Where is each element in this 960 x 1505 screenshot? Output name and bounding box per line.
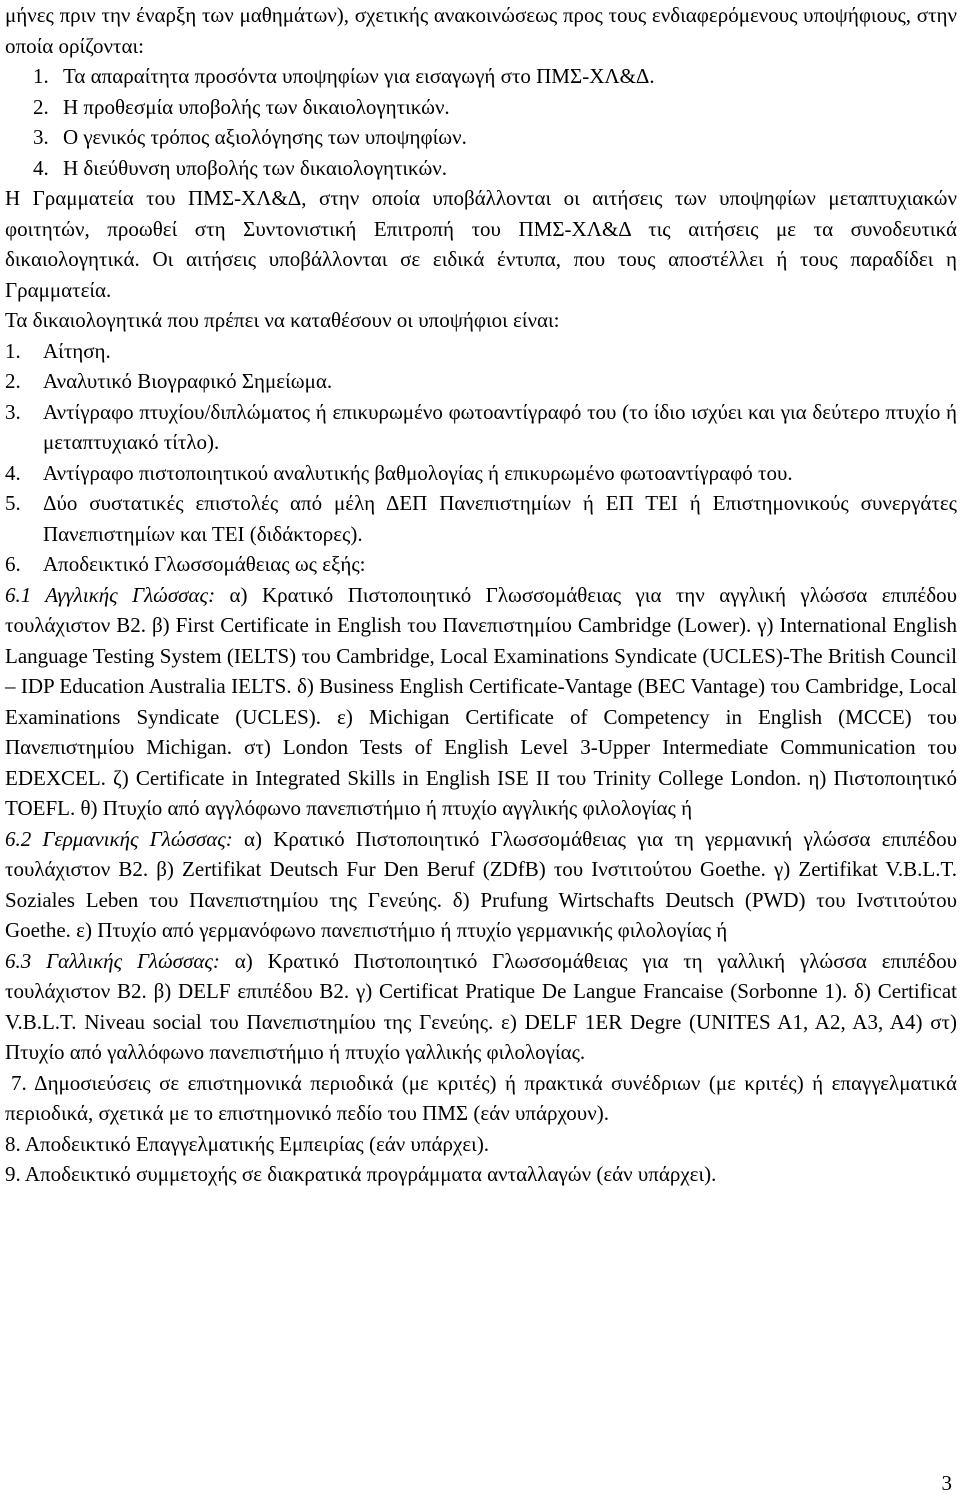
secretariat-paragraph: Η Γραμματεία του ΠΜΣ-ΧΛ&Δ, στην οποία υποβάλλονται οι αιτήσεις των υποψηφίων μεταπτυχιακών φοιτητών, προωθεί στη Συντονιστική Επιτροπή του ΠΜΣ-ΧΛ&Δ τις αιτήσεις με τα συνοδευτικά δικαιολογητικά. Οι αιτήσεις υποβάλλονται σε ειδικά έντυπα, που τους αποστέλλει ή τους παραδίδει η Γραμματεία. [5,186,957,302]
list-item: 6. Αποδεικτικό Γλωσσομάθειας ως εξής: [5,552,366,576]
criteria-list [5,61,957,183]
list-item: 1. Αίτηση. [5,338,111,363]
list-item: 8. Αποδεικτικό Επαγγελματικής Εμπειρίας (εάν υπάρχει). [5,1131,490,1156]
list-item: 3. Ο γενικός τρόπος αξιολόγησης των υποψηφίων. [33,125,467,149]
list-item: 2. Η προθεσμία υποβολής των δικαιολογητικών. [33,94,450,119]
list-item: 7. Δημοσιεύσεις σε επιστημονικά περιοδικά (με κριτές) ή πρακτικά συνέδριων (με κριτές) ή επαγγελματικά περιοδικά, σχετικά με το επιστημονικό πεδίο του ΠΜΣ (εάν υπάρχουν). [5,1070,957,1125]
list-item: 5. Δύο συστατικές επιστολές από μέλη ΔΕΠ Πανεπιστημίων ή ΕΠ ΤΕΙ ή Επιστημονικούς συνεργάτες Πανεπιστημίων και ΤΕΙ (διδάκτορες). [5,491,957,546]
list-item: 9. Αποδεικτικό συμμετοχής σε διακρατικά προγράμματα ανταλλαγών (εάν υπάρχει). [5,1162,717,1186]
language-sections [5,580,957,1068]
list-item: 3. Αντίγραφο πτυχίου/διπλώματος ή επικυρωμένο φωτοαντίγραφό του (το ίδιο ισχύει και για δεύτερο πτυχίο ή μεταπτυχιακό τίτλο). [5,399,957,454]
page-number: 3 [941,1471,952,1495]
language-label: 6.3 Γαλλικής Γλώσσας: [5,948,220,973]
list-item: 2. Αναλυτικό Βιογραφικό Σημείωμα. [5,369,333,393]
language-french: 6.3 Γαλλικής Γλώσσας: α) Κρατικό Πιστοποιητικό Γλωσσομάθειας για τη γαλλική γλώσσα επιπέδου τουλάχιστον Β2. β) DELF επιπέδου Β2. γ) Certificat Pratique De Langue Francaise (Sorbonne 1). δ) Certificat V.B.L.T. Niveau social του Πανεπιστημίου της Γενεύης. ε) DELF 1ER Degre (UNITES A1, A2, A3, A4) στ) Πτυχίο από γαλλόφωνο πανεπιστήμιο ή πτυχίο γαλλικής φιλολογίας. [5,948,957,1064]
extra-documents-list [5,1068,957,1190]
docs-heading: Τα δικαιολογητικά που πρέπει να καταθέσουν οι υποψήφιοι είναι: [5,308,560,332]
language-german: 6.2 Γερμανικής Γλώσσας: α) Κρατικό Πιστοποιητικό Γλωσσομάθειας για τη γερμανική γλώσσα επιπέδου τουλάχιστον Β2. β) Zertifikat Deutsch Fur Den Beruf (ZDfB) του Ινστιτούτου Goethe. γ) Zertifikat V.B.L.T. Soziales Leben του Πανεπιστημίου της Γενεύης. δ) Prufung Wirtschafts Deutsch (PWD) του Ινστιτούτου Goethe. ε) Πτυχίο από γερμανόφωνο πανεπιστήμιο ή πτυχίο γερμανικής φιλολογίας ή [5,826,957,942]
language-label: 6.1 Αγγλικής Γλώσσας: [5,582,216,607]
intro-paragraph: μήνες πριν την έναρξη των μαθημάτων), σχετικής ανακοινώσεως προς τους ενδιαφερόμενους υποψήφιους, στην οποία ορίζονται: [5,3,957,58]
list-item: 4. Αντίγραφο πιστοποιητικού αναλυτικής βαθμολογίας ή επικυρωμένο φωτοαντίγραφό του. [5,460,793,485]
language-english: 6.1 Αγγλικής Γλώσσας: α) Κρατικό Πιστοποιητικό Γλωσσομάθειας για την αγγλική γλώσσα επιπέδου τουλάχιστον Β2. β) First Certificate in English του Πανεπιστημίου Cambridge (Lower). γ) International English Language Testing System (IELTS) του Cambridge, Local Examinations Syndicate (UCLES)-The British Council – IDP Education Australia IELTS. δ) Business English Certificate-Vantage (BEC Vantage) του Cambridge, Local Examinations Syndicate (UCLES). ε) Michigan Certificate of Competency in English (MCCE) του Πανεπιστημίου Michigan. στ) London Tests of English Level 3-Upper Intermediate Communication του EDEXCEL. ζ) Certificate in Integrated Skills in English ISE II του Trinity College London. η) Πιστοποιητικό TOEFL. θ) Πτυχίο από αγγλόφωνο πανεπιστήμιο ή πτυχίο αγγλικής φιλολογίας ή [5,582,958,820]
documents-list [5,336,957,580]
list-item: 1. Τα απαραίτητα προσόντα υποψηφίων για εισαγωγή στο ΠΜΣ-ΧΛ&Δ. [33,64,655,88]
language-label: 6.2 Γερμανικής Γλώσσας: [5,826,233,851]
list-item: 4. Η διεύθυνση υποβολής των δικαιολογητικών. [33,155,448,180]
document-page [5,0,957,1190]
